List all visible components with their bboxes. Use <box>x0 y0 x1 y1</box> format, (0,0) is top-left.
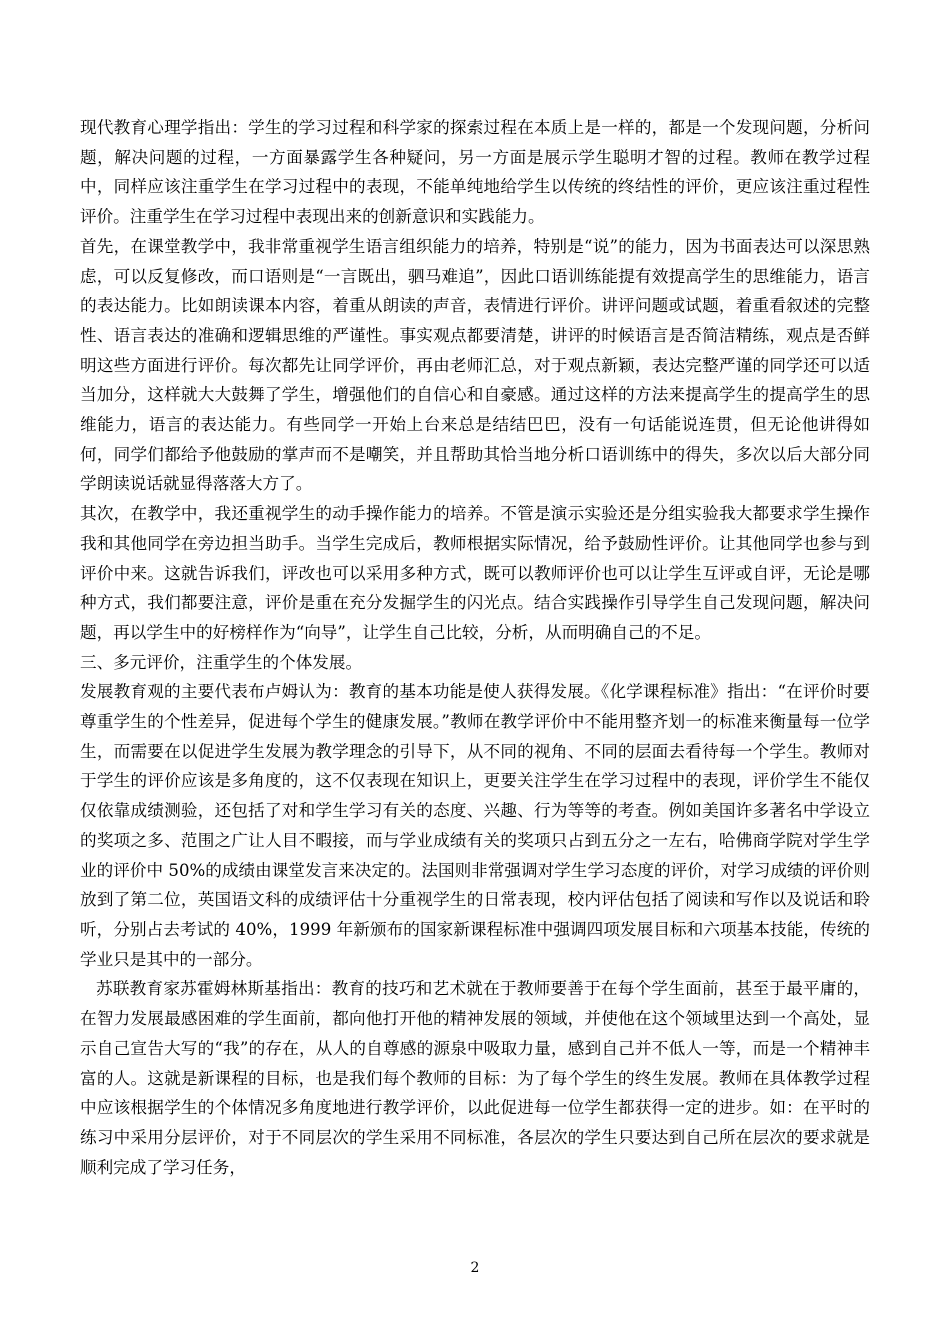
document-body <box>80 113 870 1182</box>
paragraph-educational-psychology: 现代教育心理学指出：学生的学习过程和科学家的探索过程在本质上是一样的，都是一个发现问题，分析问题，解决问题的过程，一方面暴露学生各种疑问，另一方面是展示学生聪明才智的过程。教师在教学过程中，同样应该注重学生在学习过程中的表现，不能单纯地给学生以传统的终结性的评价，更应该注重过程性评价。注重学生在学习过程中表现出来的创新意识和实践能力。 <box>80 118 870 227</box>
page-number: 2 <box>470 1260 480 1276</box>
section-heading-diverse-evaluation: 三、多元评价，注重学生的个体发展。 <box>80 652 363 672</box>
paragraph-sukhomlinsky: 苏联教育家苏霍姆林斯基指出：教育的技巧和艺术就在于教师要善于在每个学生面前，甚至于最平庸的，在智力发展最感困难的学生面前，都向他打开他的精神发展的领域，并使他在这个领域里达到一个高处，显示自己宣告大写的“我”的存在，从人的自尊感的源泉中吸取力量，感到自己并不低人一等，而是一个精神丰富的人。这就是新课程的目标，也是我们每个教师的目标：为了每个学生的终生发展。教师在具体教学过程中应该根据学生的个体情况多角度地进行教学评价，以此促进每一位学生都获得一定的进步。如：在平时的练习中采用分层评价，对于不同层次的学生采用不同标准，各层次的学生只要达到自己所在层次的要求就是顺利完成了学习任务， <box>80 979 870 1177</box>
paragraph-second-hands-on-ability: 其次，在教学中，我还重视学生的动手操作能力的培养。不管是演示实验还是分组实验我大都要求学生操作我和其他同学在旁边担当助手。当学生完成后，教师根据实际情况，给予鼓励性评价。让其他同学也参与到评价中来。这就告诉我们，评改也可以采用多种方式，既可以教师评价也可以让学生互评或自评，无论是哪种方式，我们都要注意，评价是重在充分发掘学生的闪光点。结合实践操作引导学生自己发现问题，解决问题，再以学生中的好榜样作为“向导”，让学生自己比较，分析，从而明确自己的不足。 <box>80 504 870 642</box>
paragraph-development-education: 发展教育观的主要代表布卢姆认为：教育的基本功能是使人获得发展。《化学课程标准》指出：“在评价时要尊重学生的个性差异，促进每个学生的健康发展。”教师在教学评价中不能用整齐划一的标准来衡量每一位学生，而需要在以促进学生发展为教学理念的引导下，从不同的视角、不同的层面去看待每一个学生。教师对于学生的评价应该是多角度的，这不仅表现在知识上，更要关注学生在学习过程中的表现，评价学生不能仅仅依靠成绩测验，还包括了对和学生学习有关的态度、兴趣、行为等等的考查。例如美国许多著名中学设立的奖项之多、范围之广让人目不暇接，而与学业成绩有关的奖项只占到五分之一左右，哈佛商学院对学生学业的评价中 50%的成绩由课堂发言来决定的。法国则非常强调对学生学习态度的评价，对学习成绩的评价则放到了第二位，英国语文科的成绩评估十分重视学生的日常表现，校内评估包括了阅读和写作以及说话和聆听，分别占去考试的 40%，1999 年新颁布的国家新课程标准中强调四项发展目标和六项基本技能，传统的学业只是其中的一部分。 <box>80 682 870 969</box>
paragraph-first-speaking-ability: 首先，在课堂教学中，我非常重视学生语言组织能力的培养，特别是“说”的能力，因为书面表达可以深思熟虑，可以反复修改，而口语则是“一言既出，驷马难追”，因此口语训练能提有效提高学生的思维能力，语言的表达能力。比如朗读课本内容，着重从朗读的声音，表情进行评价。讲评问题或试题，着重看叙述的完整性、语言表达的准确和逻辑思维的严谨性。事实观点都要清楚，讲评的时候语言是否简洁精练，观点是否鲜明这些方面进行评价。每次都先让同学评价，再由老师汇总，对于观点新颖，表达完整严谨的同学还可以适当加分，这样就大大鼓舞了学生，增强他们的自信心和自豪感。通过这样的方法来提高学生的提高学生的思维能力，语言的表达能力。有些同学一开始上台来总是结结巴巴，没有一句话能说连贯，但无论他讲得如何，同学们都给予他鼓励的掌声而不是嘲笑，并且帮助其恰当地分析口语训练中的得失，多次以后大部分同学朗读说话就显得落落大方了。 <box>80 236 870 494</box>
